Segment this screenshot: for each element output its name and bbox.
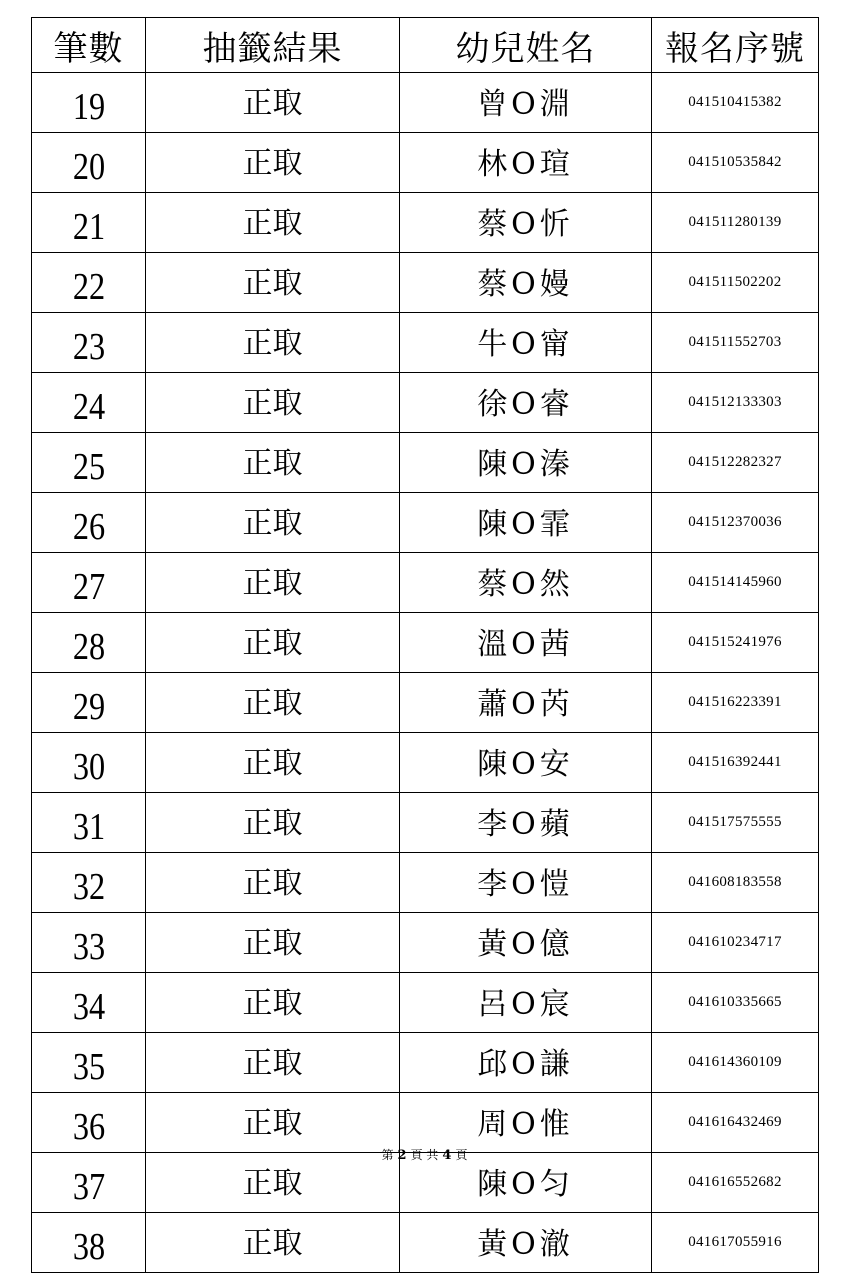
table-row <box>32 673 819 733</box>
row-reg-no: 041510415382 <box>652 73 819 133</box>
row-result: 正取 <box>146 193 400 253</box>
row-number: 28 <box>40 613 137 673</box>
row-child-name: 李O愷 <box>400 853 652 913</box>
row-child-name: 蔡O嫚 <box>400 253 652 313</box>
row-child-name: 周O惟 <box>400 1093 652 1153</box>
footer-middle: 頁 共 <box>410 1148 439 1162</box>
row-number: 22 <box>40 253 137 313</box>
row-child-name: 呂O宸 <box>400 973 652 1033</box>
row-child-name: 李O蘋 <box>400 793 652 853</box>
row-child-name: 蕭O芮 <box>400 673 652 733</box>
row-reg-no: 041608183558 <box>652 853 819 913</box>
table-row <box>32 1093 819 1153</box>
row-number: 36 <box>40 1093 137 1153</box>
row-child-name: 蔡O然 <box>400 553 652 613</box>
row-reg-no: 041614360109 <box>652 1033 819 1093</box>
table-row <box>32 433 819 493</box>
row-number: 30 <box>40 733 137 793</box>
footer-page-number: 2 <box>397 1148 407 1163</box>
footer-prefix: 第 <box>381 1148 394 1162</box>
row-number: 34 <box>40 973 137 1033</box>
row-result: 正取 <box>146 553 400 613</box>
row-child-name: 徐O睿 <box>400 373 652 433</box>
row-result: 正取 <box>146 493 400 553</box>
table-body <box>32 73 819 1273</box>
table-row <box>32 193 819 253</box>
table-row <box>32 553 819 613</box>
row-reg-no: 041517575555 <box>652 793 819 853</box>
row-child-name: 陳O匀 <box>400 1153 652 1213</box>
table-header-row <box>32 18 819 73</box>
row-reg-no: 041610335665 <box>652 973 819 1033</box>
row-number: 26 <box>40 493 137 553</box>
footer-suffix: 頁 <box>455 1148 468 1162</box>
row-number: 19 <box>40 73 137 133</box>
footer-total-pages: 4 <box>442 1148 452 1163</box>
row-number: 20 <box>40 133 137 193</box>
table-row <box>32 1213 819 1273</box>
header-result: 抽籤結果 <box>146 18 400 73</box>
row-child-name: 溫O茜 <box>400 613 652 673</box>
row-reg-no: 041616432469 <box>652 1093 819 1153</box>
row-number: 31 <box>40 793 137 853</box>
table-row <box>32 73 819 133</box>
table-row <box>32 1033 819 1093</box>
row-reg-no: 041514145960 <box>652 553 819 613</box>
table-row <box>32 493 819 553</box>
row-child-name: 邱O謙 <box>400 1033 652 1093</box>
row-reg-no: 041515241976 <box>652 613 819 673</box>
table-row <box>32 313 819 373</box>
table-row <box>32 973 819 1033</box>
table-row <box>32 613 819 673</box>
row-reg-no: 041511502202 <box>652 253 819 313</box>
row-number: 25 <box>40 433 137 493</box>
row-reg-no: 041512133303 <box>652 373 819 433</box>
table-row <box>32 913 819 973</box>
row-result: 正取 <box>146 1033 400 1093</box>
row-child-name: 蔡O忻 <box>400 193 652 253</box>
row-result: 正取 <box>146 1093 400 1153</box>
table-row <box>32 793 819 853</box>
header-reg-no: 報名序號 <box>652 18 819 73</box>
row-number: 33 <box>40 913 137 973</box>
row-result: 正取 <box>146 253 400 313</box>
row-number: 27 <box>40 553 137 613</box>
table-row <box>32 253 819 313</box>
header-num: 筆數 <box>32 18 146 73</box>
row-reg-no: 041516392441 <box>652 733 819 793</box>
row-reg-no: 041610234717 <box>652 913 819 973</box>
row-reg-no: 041512282327 <box>652 433 819 493</box>
row-number: 23 <box>40 313 137 373</box>
table-row <box>32 733 819 793</box>
row-number: 32 <box>40 853 137 913</box>
row-result: 正取 <box>146 613 400 673</box>
row-number: 21 <box>40 193 137 253</box>
row-result: 正取 <box>146 673 400 733</box>
row-child-name: 黃O澈 <box>400 1213 652 1273</box>
row-child-name: 陳O安 <box>400 733 652 793</box>
table-row <box>32 373 819 433</box>
row-result: 正取 <box>146 1153 400 1213</box>
row-child-name: 林O瑄 <box>400 133 652 193</box>
row-number: 38 <box>40 1213 137 1273</box>
row-number: 24 <box>40 373 137 433</box>
row-reg-no: 041511552703 <box>652 313 819 373</box>
row-number: 29 <box>40 673 137 733</box>
row-child-name: 曾O淵 <box>400 73 652 133</box>
row-result: 正取 <box>146 973 400 1033</box>
row-child-name: 陳O溱 <box>400 433 652 493</box>
table-row <box>32 853 819 913</box>
row-result: 正取 <box>146 1213 400 1273</box>
row-reg-no: 041510535842 <box>652 133 819 193</box>
row-result: 正取 <box>146 313 400 373</box>
row-reg-no: 041516223391 <box>652 673 819 733</box>
row-child-name: 牛O甯 <box>400 313 652 373</box>
row-number: 37 <box>40 1153 137 1213</box>
page-footer <box>0 1146 849 1163</box>
document-sheet <box>31 17 818 1273</box>
row-result: 正取 <box>146 793 400 853</box>
lottery-result-table <box>31 17 819 1273</box>
row-child-name: 陳O霏 <box>400 493 652 553</box>
row-result: 正取 <box>146 913 400 973</box>
row-reg-no: 041512370036 <box>652 493 819 553</box>
row-result: 正取 <box>146 133 400 193</box>
row-result: 正取 <box>146 733 400 793</box>
row-number: 35 <box>40 1033 137 1093</box>
row-child-name: 黃O億 <box>400 913 652 973</box>
row-reg-no: 041511280139 <box>652 193 819 253</box>
row-result: 正取 <box>146 433 400 493</box>
row-reg-no: 041616552682 <box>652 1153 819 1213</box>
row-result: 正取 <box>146 853 400 913</box>
header-name: 幼兒姓名 <box>400 18 652 73</box>
row-result: 正取 <box>146 373 400 433</box>
row-reg-no: 041617055916 <box>652 1213 819 1273</box>
table-row <box>32 133 819 193</box>
row-result: 正取 <box>146 73 400 133</box>
